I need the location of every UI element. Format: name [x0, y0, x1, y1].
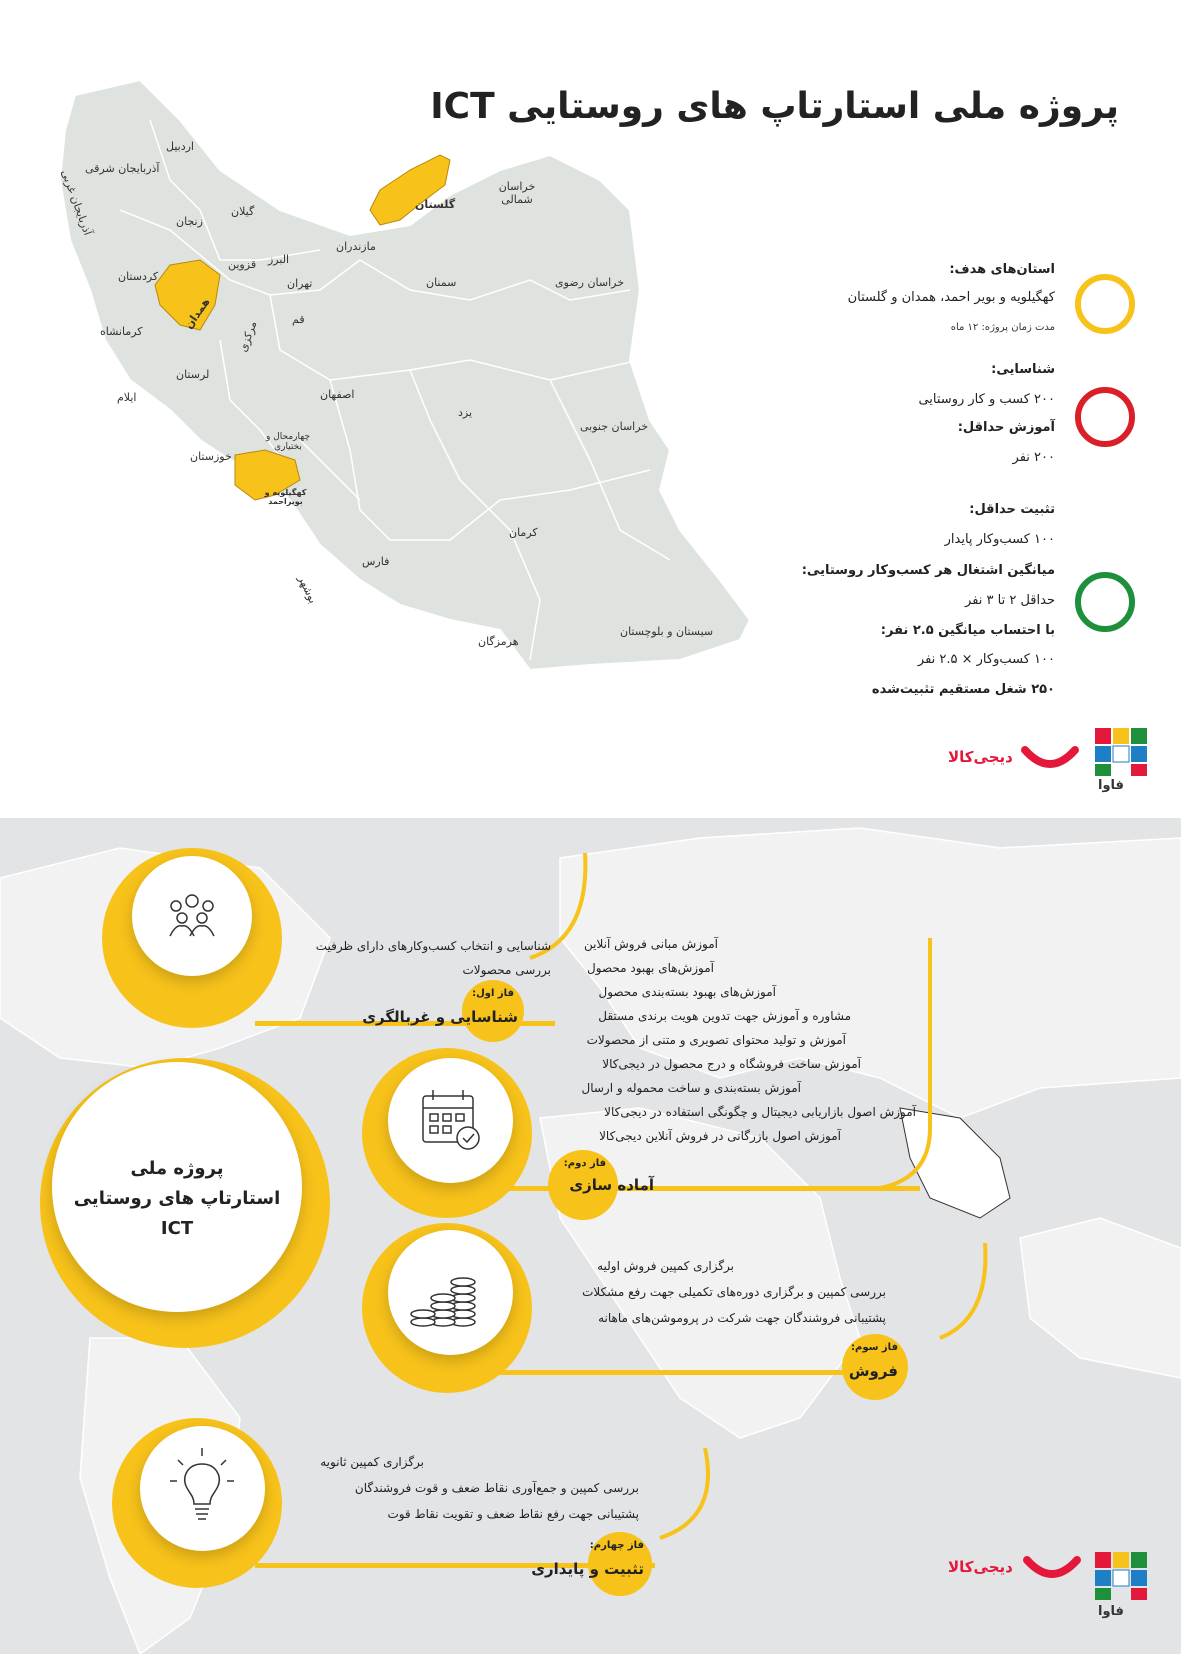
training-heading: آموزش حداقل:	[957, 420, 1055, 435]
duration-text: مدت زمان پروژه: ۱۲ ماه	[950, 322, 1055, 333]
green-ring-icon	[1075, 572, 1135, 632]
phase2-item-2: آموزش‌های بهبود محصول	[587, 961, 714, 975]
stable-heading: تثبیت حداقل:	[969, 502, 1055, 517]
map-label-chaharmahal: چهارمحال و بختیاری	[266, 432, 310, 452]
digikala-logo-text: دیجی‌کالا	[948, 748, 1013, 766]
stable-line-2: میانگین اشتغال هر کسب‌و‌کار روستایی:	[801, 563, 1055, 578]
yellow-ring-icon	[1075, 274, 1135, 334]
map-label-tehran: تهران	[287, 277, 313, 290]
phase4-item-2: بررسی کمپین و جمع‌آوری نقاط ضعف و قوت فروشندگان	[354, 1481, 639, 1495]
phase2-item-7: آموزش بسته‌بندی و ساخت محموله و ارسال	[581, 1081, 801, 1095]
digikala-logo-text-bottom: دیجی‌کالا	[948, 1558, 1013, 1576]
map-label-ardabil: اردبیل	[166, 140, 194, 153]
target-line: کهگیلویه و بویر احمد، همدان و گلستان	[847, 290, 1055, 305]
phase1-label: فاز اول:	[472, 988, 514, 999]
map-label-esfahan: اصفهان	[320, 388, 355, 401]
map-label-alborz: البرز	[268, 253, 290, 266]
phase1-title: شناسایی و غربالگری	[362, 1008, 518, 1026]
center-title-3: ICT	[160, 1218, 194, 1239]
stable-line-6: ۲۵۰ شغل مستقیم تثبیت‌شده	[871, 682, 1055, 697]
map-label-mazandaran: مازندران	[336, 240, 376, 253]
phase2-item-5: آموزش و تولید محتوای تصویری و متنی از محصولات	[586, 1033, 846, 1047]
map-label-khorasan-shomali: خراسان شمالی	[498, 180, 536, 206]
map-label-markazi: مرکزی	[236, 319, 260, 354]
phase3-bar	[500, 1370, 860, 1375]
identify-heading: شناسایی:	[991, 362, 1055, 377]
map-label-sistan: سیستان و بلوچستان	[620, 625, 714, 638]
map-label-lorestan: لرستان	[176, 368, 210, 381]
digikala-smile-icon	[1020, 744, 1080, 774]
map-label-hormozgan: هرمزگان	[478, 635, 519, 648]
phase2-item-1: آموزش مبانی فروش آنلاین	[583, 937, 718, 951]
map-label-azar-gharbi: آذربایجان غربی	[58, 167, 95, 238]
phase4-item-3: پشتیبانی جهت رفع نقاط ضعف و تقویت نقاط قوت	[387, 1507, 639, 1521]
map-label-fars: فارس	[362, 555, 390, 568]
phase3-label: فاز سوم:	[851, 1342, 898, 1353]
fava-logo-text: فاوا	[1098, 778, 1124, 793]
map-label-yazd: یزد	[458, 406, 473, 419]
phase3-item-3: پشتیبانی فروشندگان جهت شرکت در پروموشن‌های ماهانه	[598, 1311, 886, 1325]
map-label-kordestan: کردستان	[118, 270, 159, 283]
map-label-zanjan: زنجان	[176, 215, 203, 228]
phase1-icon-circle	[132, 856, 252, 976]
map-label-ilam: ایلام	[117, 391, 137, 404]
phase4-item-1: برگزاری کمپین ثانویه	[320, 1455, 424, 1469]
target-heading: استان‌های هدف:	[949, 262, 1055, 277]
people-group-icon	[132, 856, 252, 976]
map-label-khorasan-razavi: خراسان رضوی	[555, 276, 625, 289]
phase2-item-6: آموزش ساخت فروشگاه و درج محصول در دیجی‌کالا	[602, 1057, 861, 1071]
red-ring-icon	[1075, 387, 1135, 447]
phase2-item-8: آموزش اصول بازاریابی دیجیتال و چگونگی استفاده در دیجی‌کالا	[604, 1105, 916, 1119]
phase3-item-1: برگزاری کمپین فروش اولیه	[597, 1259, 734, 1273]
phase1-item-2: بررسی محصولات	[462, 963, 551, 977]
phase2-item-4: مشاوره و آموزش جهت تدوین هویت برندی مستقل	[598, 1009, 851, 1023]
center-title-1: پروژه ملی	[130, 1158, 224, 1179]
phase4-icon-circle	[140, 1426, 265, 1551]
stable-line-1: ۱۰۰ کسب‌و‌کار پایدار	[944, 532, 1055, 547]
phase1-item-1: شناسایی و انتخاب کسب‌وکارهای دارای ظرفیت	[315, 939, 551, 953]
phase2-item-9: آموزش اصول بازرگانی در فروش آنلاین دیجی‌کالا	[599, 1129, 841, 1143]
iran-outline	[60, 80, 750, 670]
lightbulb-icon	[140, 1426, 265, 1551]
phase2-label: فاز دوم:	[563, 1158, 606, 1169]
calendar-check-icon	[388, 1058, 513, 1183]
map-label-kerman: کرمان	[509, 526, 538, 539]
stable-line-4: با احتساب میانگین ۲.۵ نفر:	[880, 623, 1055, 638]
map-label-hamedan: همدان	[182, 295, 213, 332]
training-line: ۲۰۰ نفر	[1012, 450, 1055, 465]
map-label-khuzestan: خوزستان	[190, 450, 232, 463]
map-label-khorasan-jonubi: خراسان جنوبی	[580, 420, 649, 433]
page-title: پروژه ملی استارتاپ های روستایی ICT	[430, 86, 1119, 127]
bottom-section	[0, 818, 1181, 1654]
coins-stack-icon	[388, 1230, 513, 1355]
phase3-icon-circle	[388, 1230, 513, 1355]
map-label-gilan: گیلان	[231, 205, 255, 218]
fava-logo-text-bottom: فاوا	[1098, 1604, 1124, 1619]
top-section	[0, 0, 1181, 815]
phase4-title: تثبیت و پایداری	[531, 1560, 644, 1578]
phase3-title: فروش	[848, 1362, 898, 1380]
map-label-ghom: قم	[292, 313, 305, 326]
center-circle	[52, 1062, 302, 1312]
identify-line: ۲۰۰ کسب و کار روستایی	[918, 392, 1055, 407]
stable-line-5: ۱۰۰ کسب‌و‌کار × ۲.۵ نفر	[917, 652, 1055, 667]
phase2-title: آماده سازی	[569, 1176, 654, 1194]
digikala-smile-icon-bottom	[1022, 1554, 1082, 1584]
phase2-icon-circle	[388, 1058, 513, 1183]
map-label-kohgiluyeh: کهگیلویه و بویراحمد	[264, 488, 307, 506]
center-title-2: استارتاپ های روستایی	[73, 1188, 281, 1209]
map-label-kermanshah: کرمانشاه	[100, 325, 143, 338]
stable-line-3: حداقل ۲ تا ۳ نفر	[965, 593, 1055, 608]
map-label-semnan: سمنان	[426, 276, 457, 289]
phase4-label: فاز چهارم:	[589, 1540, 644, 1551]
phase2-item-3: آموزش‌های بهبود بسته‌بندی محصول	[598, 985, 776, 999]
map-label-bushehr: بوشهر	[295, 573, 320, 606]
phase3-item-2: بررسی کمپین و برگزاری دوره‌های تکمیلی جهت رفع مشکلات	[582, 1285, 886, 1299]
map-label-golestan: گلستان	[415, 198, 456, 211]
map-label-ghazvin: قزوین	[228, 258, 257, 271]
map-label-azar-sharghi: آذربایجان شرقی	[85, 162, 160, 175]
